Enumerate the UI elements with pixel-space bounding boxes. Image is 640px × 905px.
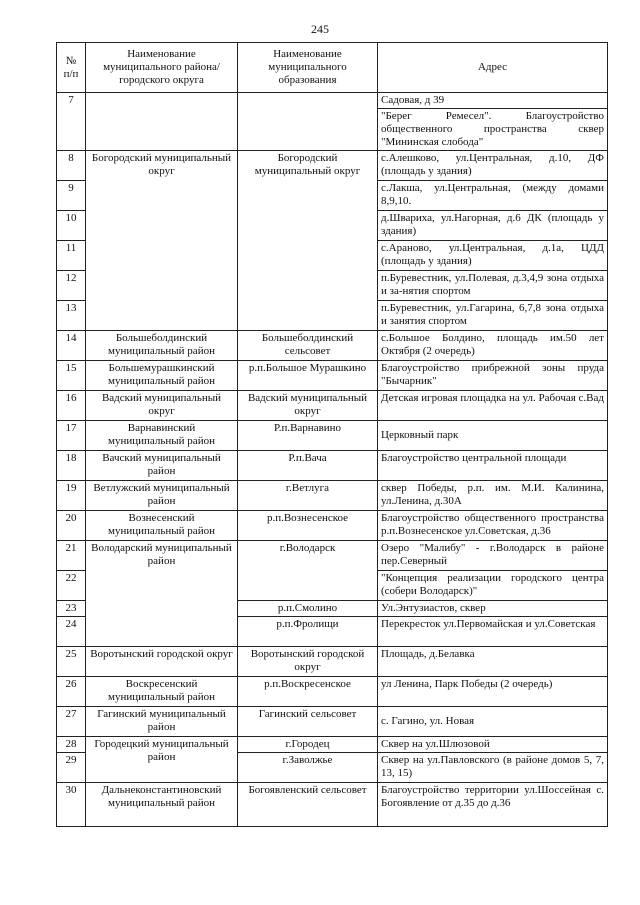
row-municipality [238,93,378,151]
row-address: с.Араново, ул.Центральная, д.1а, ЦДД (площадь у здания) [378,241,608,271]
row-address: сквер Победы, р.п. им. М.И. Калинина, ул.Ленина, д.30А [378,481,608,511]
row-num: 20 [57,511,86,541]
row-district: Гагинский муниципальный район [86,707,238,737]
row-address: Площадь, д.Белавка [378,647,608,677]
row-num: 25 [57,647,86,677]
row-address: Озеро "Малибу" - г.Володарск в районе пер.Северный [378,541,608,571]
table-row [57,783,608,827]
table-row [57,151,608,181]
row-address: "Берег Ремесел". Благоустройство общественного пространства сквер "Мининская слобода" [378,109,608,151]
row-district: Вачский муниципальный район [86,451,238,481]
row-address: с.Алешково, ул.Центральная, д.10, ДФ (площадь у здания) [378,151,608,181]
table-row [57,451,608,481]
row-address: Благоустройство центральной площади [378,451,608,481]
row-num: 28 [57,737,86,753]
table-row [57,421,608,451]
row-num: 16 [57,391,86,421]
row-district [86,93,238,151]
table-row [57,331,608,361]
row-num: 9 [57,181,86,211]
row-num: 29 [57,753,86,783]
row-municipality: р.п.Вознесенское [238,511,378,541]
row-address: Ул.Энтузиастов, сквер [378,601,608,617]
row-num: 27 [57,707,86,737]
row-num: 30 [57,783,86,827]
table-row [57,737,608,753]
row-district: Городецкий муниципальный район [86,737,238,783]
row-district: Богородский муниципальный округ [86,151,238,331]
table-row [57,481,608,511]
row-municipality: г.Городец [238,737,378,753]
row-address: Сквер на ул.Шлюзовой [378,737,608,753]
row-municipality: р.п.Фролищи [238,617,378,647]
row-district: Володарский муниципальный район [86,541,238,647]
row-municipality: Р.п.Вача [238,451,378,481]
table-row [57,93,608,109]
row-municipality: Богоявленский сельсовет [238,783,378,827]
row-address: п.Буревестник, ул.Гагарина, 6,7,8 зона отдыха и занятия спортом [378,301,608,331]
row-address: Сквер на ул.Павловского (в районе домов 5, 7, 13, 15) [378,753,608,783]
row-municipality: г.Ветлуга [238,481,378,511]
row-num: 15 [57,361,86,391]
row-num: 7 [57,93,86,151]
row-num: 8 [57,151,86,181]
row-address: с.Большое Болдино, площадь им.50 лет Октября (2 очередь) [378,331,608,361]
row-num: 17 [57,421,86,451]
row-address: с. Гагино, ул. Новая [378,707,608,737]
row-address: д.Швариха, ул.Нагорная, д.6 ДК (площадь у здания) [378,211,608,241]
row-num: 22 [57,571,86,601]
row-municipality: г.Заволжье [238,753,378,783]
row-district: Воскресенский муниципальный район [86,677,238,707]
table-row [57,511,608,541]
header-address: Адрес [378,43,608,93]
table-header-row [57,43,608,93]
table-row [57,707,608,737]
row-num: 13 [57,301,86,331]
row-num: 19 [57,481,86,511]
row-district: Большемурашкинский муниципальный район [86,361,238,391]
row-municipality: Гагинский сельсовет [238,707,378,737]
row-num: 18 [57,451,86,481]
row-municipality: Вадский муниципальный округ [238,391,378,421]
table-row [57,361,608,391]
row-municipality: Богородский муниципальный округ [238,151,378,331]
row-municipality: Большеболдинский сельсовет [238,331,378,361]
row-municipality: р.п.Смолино [238,601,378,617]
row-num: 21 [57,541,86,571]
row-address: п.Буревестник, ул.Полевая, д.3,4,9 зона отдыха и за-нятия спортом [378,271,608,301]
row-district: Варнавинский муниципальный район [86,421,238,451]
row-district: Вознесенский муниципальный район [86,511,238,541]
row-num: 26 [57,677,86,707]
row-municipality: р.п.Воскресенское [238,677,378,707]
row-num: 23 [57,601,86,617]
row-num: 11 [57,241,86,271]
page-number: 245 [311,22,329,36]
row-district: Ветлужский муниципальный район [86,481,238,511]
header-municipality: Наименование муниципального образования [238,43,378,93]
sites-table [56,42,608,827]
table-row [57,391,608,421]
row-address: Перекресток ул.Первомайская и ул.Советская [378,617,608,647]
table-row [57,677,608,707]
table-row [57,541,608,571]
row-address: с.Лакша, ул.Центральная, (между домами 8,9,10. [378,181,608,211]
row-district: Вадский муниципальный округ [86,391,238,421]
row-address: Благоустройство территории ул.Шоссейная с. Богоявление от д.35 до д.36 [378,783,608,827]
row-municipality: р.п.Большое Мурашкино [238,361,378,391]
header-district: Наименование муниципального района/ городского округа [86,43,238,93]
row-district: Дальнеконстантиновский муниципальный район [86,783,238,827]
row-district: Большеболдинский муниципальный район [86,331,238,361]
row-municipality: г.Володарск [238,541,378,601]
row-num: 14 [57,331,86,361]
row-municipality: Р.п.Варнавино [238,421,378,451]
row-num: 24 [57,617,86,647]
row-address: Садовая, д 39 [378,93,608,109]
row-address: "Концепция реализации городского центра (собери Володарск)" [378,571,608,601]
row-district: Воротынский городской округ [86,647,238,677]
row-num: 12 [57,271,86,301]
header-num: № п/п [57,43,86,93]
row-address: ул Ленина, Парк Победы (2 очередь) [378,677,608,707]
row-address: Благоустройство прибрежной зоны пруда "Бычарник" [378,361,608,391]
row-address: Церковный парк [378,421,608,451]
row-municipality: Воротынский городской округ [238,647,378,677]
row-address: Благоустройство общественного пространства р.п.Вознесенское ул.Советская, д.36 [378,511,608,541]
row-address: Детская игровая площадка на ул. Рабочая с.Вад [378,391,608,421]
table-row [57,647,608,677]
row-num: 10 [57,211,86,241]
